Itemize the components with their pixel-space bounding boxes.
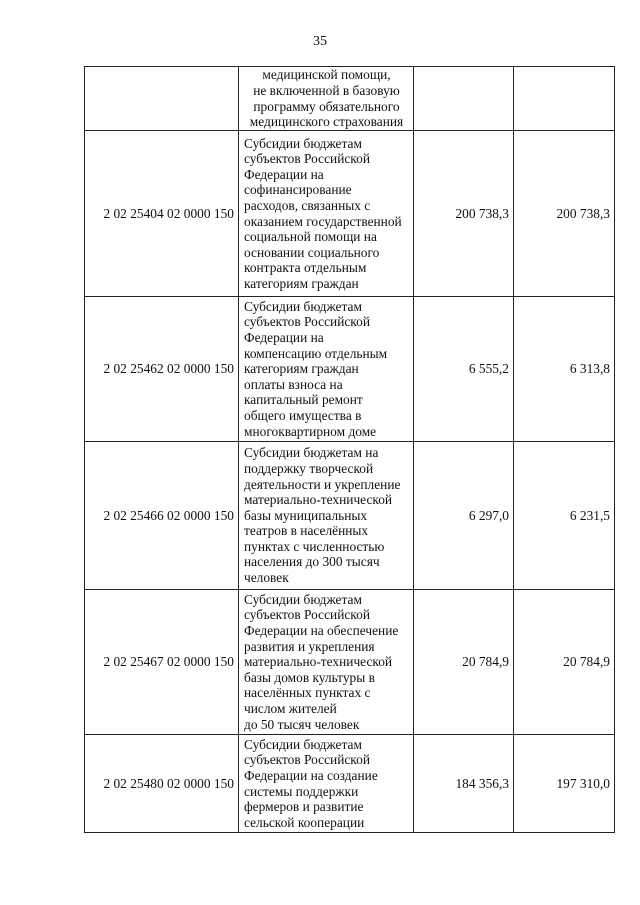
table-row bbox=[85, 67, 615, 131]
value-column-2-cell: 6 231,5 bbox=[514, 442, 615, 590]
table-row bbox=[85, 590, 615, 735]
table-row bbox=[85, 131, 615, 297]
subsidy-description-cell: Субсидии бюджетам на поддержку творческой деятельности и укрепление материально-технической базы муниципальных театров в населённых пунктах с численностью населения до 300 тысяч человек bbox=[239, 442, 414, 590]
subsidy-description-cell: Субсидии бюджетам субъектов Российской Федерации на софинансирование расходов, связанных с оказанием государственной социальной помощи на основании социального контракта отдельным категориям граждан bbox=[239, 131, 414, 297]
budget-revenue-table bbox=[84, 66, 615, 833]
budget-code-cell: 2 02 25467 02 0000 150 bbox=[85, 590, 239, 735]
budget-code-cell: 2 02 25480 02 0000 150 bbox=[85, 735, 239, 833]
value-column-2-cell: 197 310,0 bbox=[514, 735, 615, 833]
value-column-1-cell: 184 356,3 bbox=[414, 735, 514, 833]
value-column-2-cell bbox=[514, 67, 615, 131]
value-column-2-cell: 6 313,8 bbox=[514, 297, 615, 442]
budget-code-cell: 2 02 25404 02 0000 150 bbox=[85, 131, 239, 297]
subsidy-description-cell: Субсидии бюджетам субъектов Российской Федерации на обеспечение развития и укрепления материально-технической базы домов культуры в населённых пунктах с числом жителей до 50 тысяч человек bbox=[239, 590, 414, 735]
budget-code-cell: 2 02 25462 02 0000 150 bbox=[85, 297, 239, 442]
value-column-1-cell: 200 738,3 bbox=[414, 131, 514, 297]
budget-code-cell: 2 02 25466 02 0000 150 bbox=[85, 442, 239, 590]
value-column-1-cell: 20 784,9 bbox=[414, 590, 514, 735]
subsidy-description-cell: Субсидии бюджетам субъектов Российской Федерации на создание системы поддержки фермеров и развитие сельской кооперации bbox=[239, 735, 414, 833]
table-row bbox=[85, 297, 615, 442]
page-number: 35 bbox=[313, 34, 327, 49]
value-column-2-cell: 20 784,9 bbox=[514, 590, 615, 735]
table-row bbox=[85, 735, 615, 833]
value-column-2-cell: 200 738,3 bbox=[514, 131, 615, 297]
table-row bbox=[85, 442, 615, 590]
value-column-1-cell: 6 297,0 bbox=[414, 442, 514, 590]
value-column-1-cell bbox=[414, 67, 514, 131]
budget-code-cell bbox=[85, 67, 239, 131]
value-column-1-cell: 6 555,2 bbox=[414, 297, 514, 442]
subsidy-description-cell: Субсидии бюджетам субъектов Российской Федерации на компенсацию отдельным категориям граждан оплаты взноса на капитальный ремонт общего имущества в многоквартирном доме bbox=[239, 297, 414, 442]
subsidy-description-cell: медицинской помощи, не включенной в базовую программу обязательного медицинского страхования bbox=[239, 67, 414, 131]
